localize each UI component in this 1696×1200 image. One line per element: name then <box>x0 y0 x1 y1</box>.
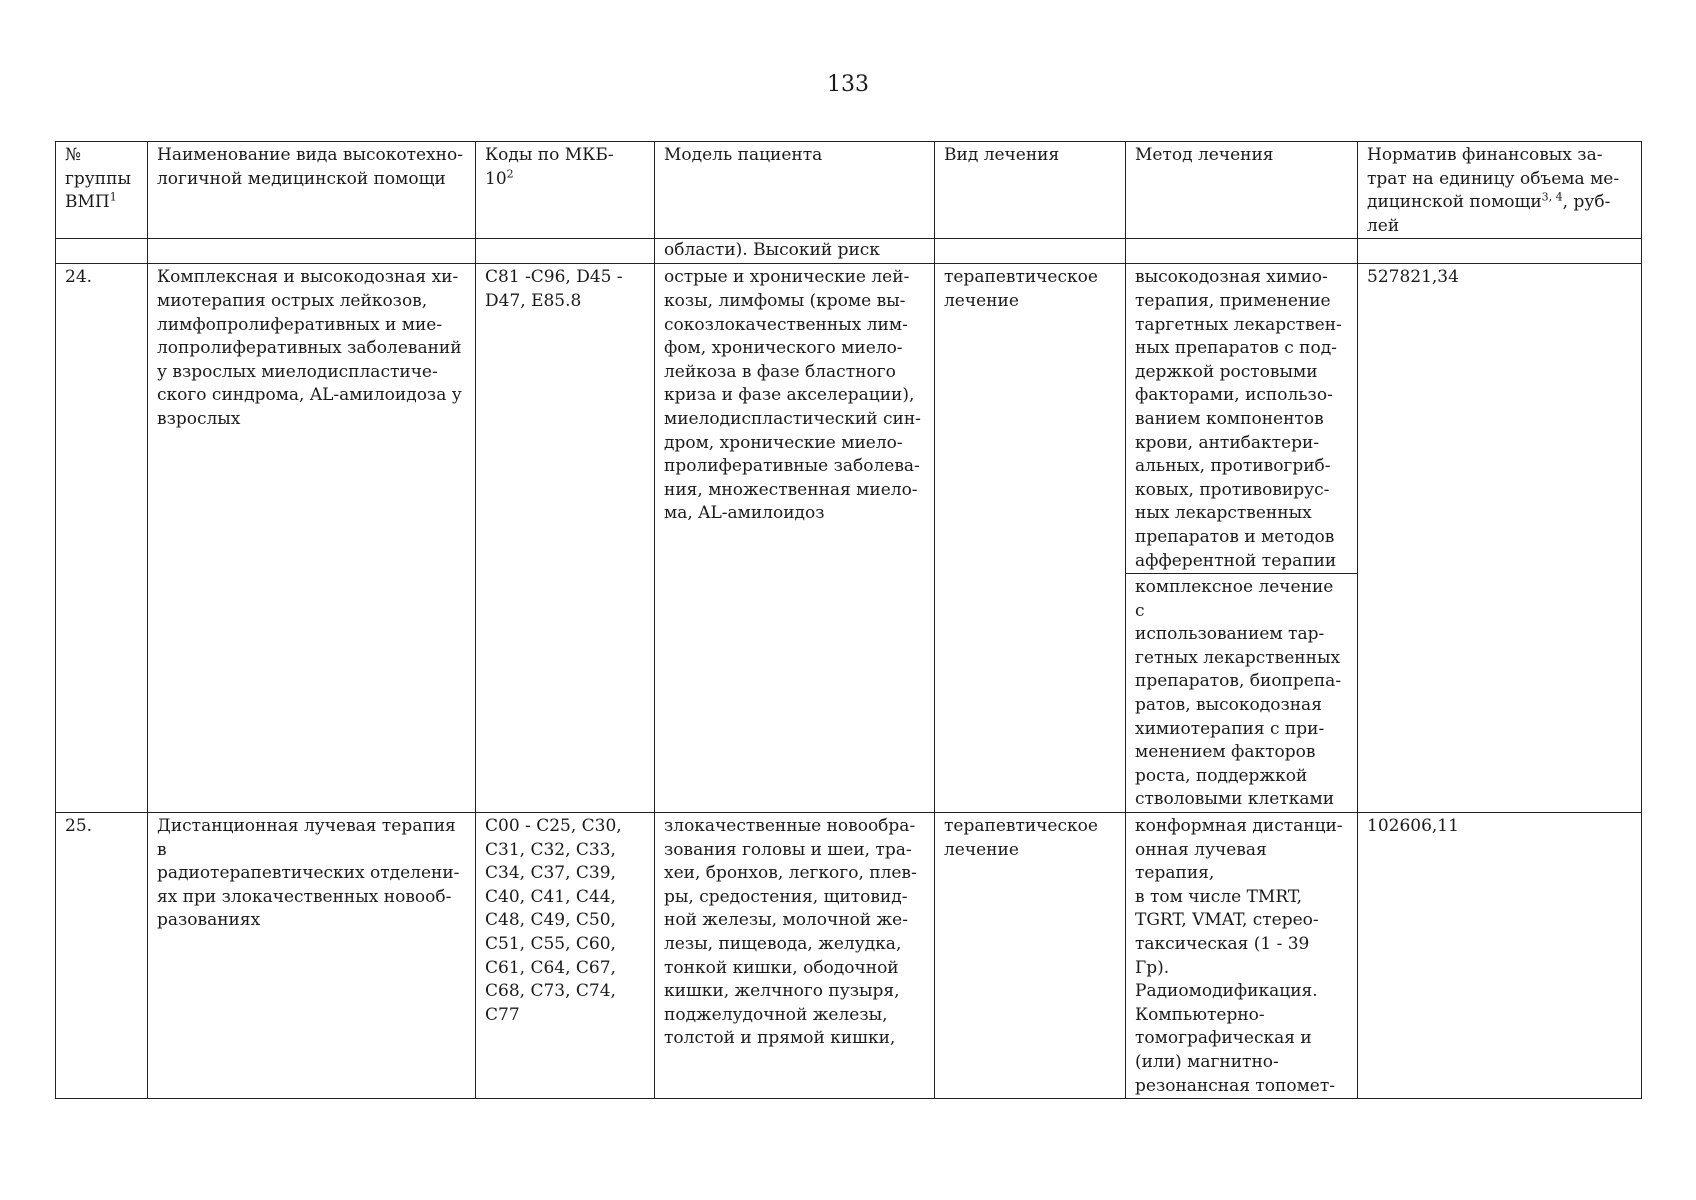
continuation-row <box>56 239 1642 264</box>
continuation-patient-model: области). Высокий риск <box>655 239 935 264</box>
treatment-type: терапевтическое лечение <box>935 813 1126 1099</box>
icd-codes: C00 - C25, C30, C31, C32, C33, C34, C37, C39, C40, C41, C44, C48, C49, C50, C51, C55, C60, C61, C64, C67, C68, C73, C74, C77 <box>476 813 655 1099</box>
care-type-name: Дистанционная лучевая терапия в радиотерапевтических отделени- ях при злокачественных новооб- разованиях <box>148 813 476 1099</box>
cost-standard: 527821,34 <box>1358 264 1642 813</box>
patient-model: злокачественные новообра- зования головы и шеи, тра- хеи, бронхов, легкого, плев- ры, средостения, щитовид- ной железы, молочной же- лезы, пищевода, желудка, тонкой кишки, ободочной кишки, желчного пузыря, поджелудочной железы, толстой и прямой кишки, <box>655 813 935 1099</box>
treatment-method: комплексное лечение с использованием тар- гетных лекарственных препаратов, биопрепа- ратов, высокодозная химиотерапия с при- менением факторов роста, поддержкой стволовыми клетками <box>1126 574 1358 813</box>
footnote-1: 1 <box>109 190 117 204</box>
header-row <box>56 142 1642 239</box>
cost-standard: 102606,11 <box>1358 813 1642 1099</box>
treatment-method: конформная дистанци- онная лучевая терапия, в том числе TMRT, TGRT, VMAT, стерео- таксическая (1 - 39 Гр). Радиомодификация. Компьютерно- томографическая и (или) магнитно- резонансная топомет- <box>1126 813 1358 1099</box>
vmp-table <box>55 141 1642 1099</box>
page-number: 133 <box>827 72 869 97</box>
header-cost-standard: Норматив финансовых за- трат на единицу объема ме- дицинской помощи$^{3, 4}$, руб- лей <box>1358 142 1642 239</box>
patient-model: острые и хронические лей- козы, лимфомы (кроме вы- сокозлокачественных лим- фом, хронического миело- лейкоза в фазе бластного криза и фазе акселерации), миелодиспластический син- дром, хронические миело- пролиферативные заболева- ния, множественная миело- ма, AL-амилоидоз <box>655 264 935 813</box>
footnote-2: 2 <box>506 166 514 180</box>
header-group-number: № группы ВМП$^1$ <box>56 142 148 239</box>
header-treatment-method: Метод лечения <box>1126 142 1358 239</box>
icd-codes: C81 -C96, D45 - D47, E85.8 <box>476 264 655 813</box>
table-row <box>56 813 1642 1099</box>
header-patient-model: Модель пациента <box>655 142 935 239</box>
group-number: 25. <box>56 813 148 1099</box>
group-number: 24. <box>56 264 148 813</box>
header-treatment-type: Вид лечения <box>935 142 1126 239</box>
care-type-name: Комплексная и высокодозная хи- миотерапия острых лейкозов, лимфопролиферативных и мие- лопролиферативных заболеваний у взрослых миелодиспластиче- ского синдрома, AL-амилоидоза у взрослых <box>148 264 476 813</box>
header-care-type-name: Наименование вида высокотехно- логичной медицинской помощи <box>148 142 476 239</box>
footnote-3-4: 3, 4 <box>1541 190 1563 204</box>
header-icd-codes: Коды по МКБ- $10^2$ <box>476 142 655 239</box>
treatment-method: высокодозная химио- терапия, применение таргетных лекарствен- ных препаратов с под- держкой ростовыми факторами, использо- ванием компонентов крови, антибактери- альных, противогриб- ковых, противовирус- ных лекарственных препаратов и методов афферентной терапии <box>1126 264 1358 574</box>
table-row <box>56 264 1642 574</box>
treatment-type: терапевтическое лечение <box>935 264 1126 813</box>
